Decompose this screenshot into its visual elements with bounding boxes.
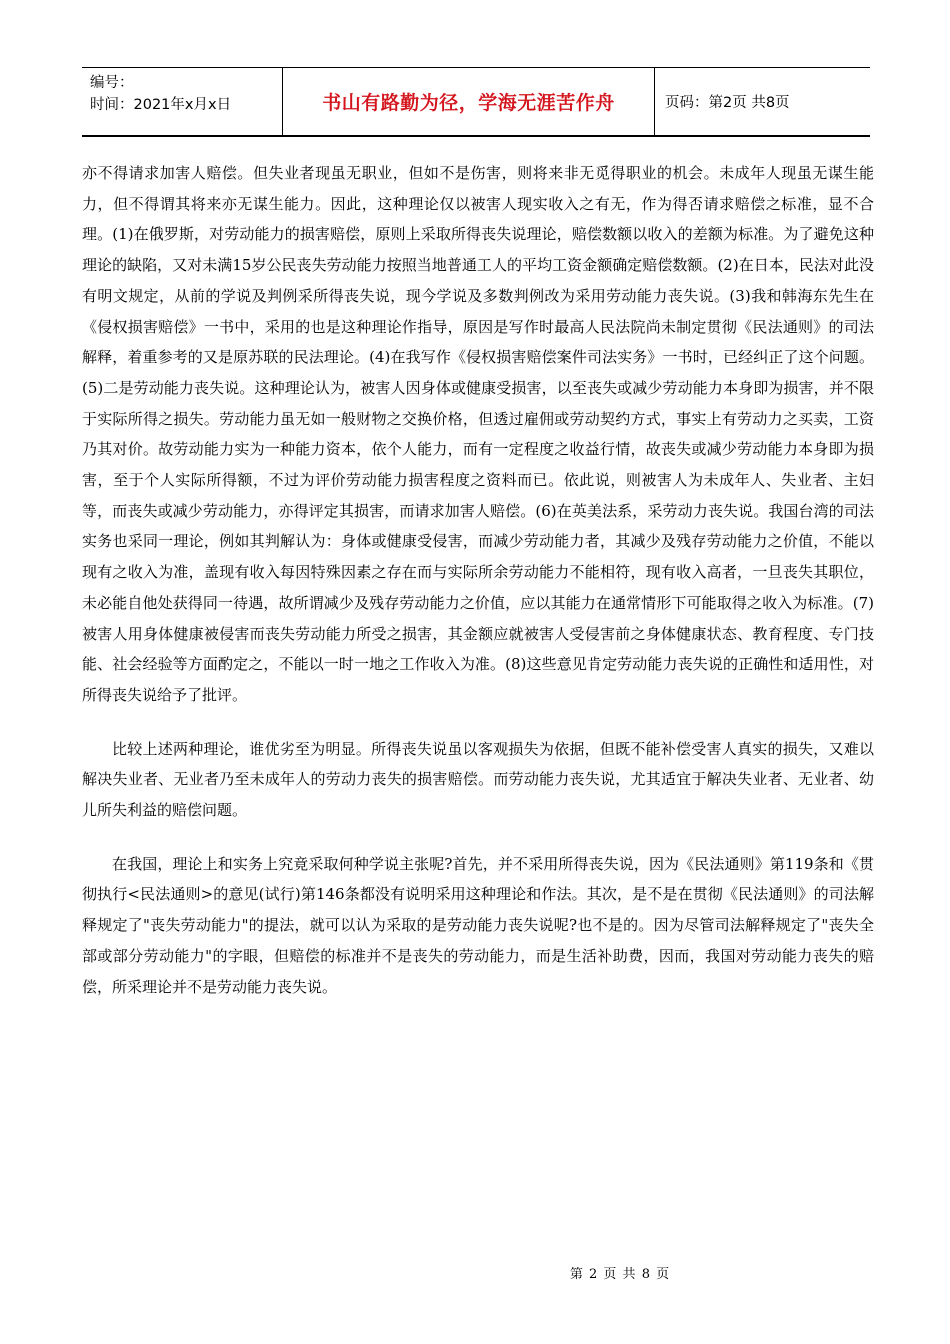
document-time-label: 时间：2021年x月x日 (90, 97, 232, 113)
header-motto-cell (283, 68, 655, 135)
page-footer (0, 1263, 950, 1282)
header-page-cell (655, 68, 870, 135)
header-page-info: 页码：第2页 共8页 (665, 95, 790, 111)
document-body (82, 158, 874, 1002)
document-header (82, 67, 870, 137)
document-number-label: 编号： (90, 75, 134, 91)
header-motto: 书山有路勤为径，学海无涯苦作舟 (322, 92, 615, 114)
header-meta-cell (82, 68, 283, 135)
paragraph-3: 在我国，理论上和实务上究竟采取何种学说主张呢?首先，并不采用所得丧失说，因为《民法通则》第119条和《贯彻执行<民法通则>的意见(试行)第146条都没有说明采用这种理论和作法。其次，是不是在贯彻《民法通则》的司法解释规定了"丧失劳动能力"的提法，就可以认为采取的是劳动能力丧失说呢?也不是的。因为尽管司法解释规定了"丧失全部或部分劳动能力"的字眼，但赔偿的标准并不是丧失的劳动能力，而是生活补助费，因而，我国对劳动能力丧失的赔偿，所采理论并不是劳动能力丧失说。 (82, 854, 874, 996)
paragraph-2: 比较上述两种理论，谁优劣至为明显。所得丧失说虽以客观损失为依据，但既不能补偿受害人真实的损失，又难以解决失业者、无业者乃至未成年人的劳动力丧失的损害赔偿。而劳动能力丧失说，尤其适宜于解决失业者、无业者、幼儿所失利益的赔偿问题。 (82, 739, 874, 820)
footer-page-number: 第 2 页 共 8 页 (569, 1267, 671, 1282)
paragraph-1: 亦不得请求加害人赔偿。但失业者现虽无职业，但如不是伤害，则将来非无觅得职业的机会。未成年人现虽无谋生能力，但不得谓其将来亦无谋生能力。因此，这种理论仅以被害人现实收入之有无，作为得否请求赔偿之标准，显不合理。(1)在俄罗斯，对劳动能力的损害赔偿，原则上采取所得丧失说理论，赔偿数额以收入的差额为标准。为了避免这种理论的缺陷，又对未满15岁公民丧失劳动能力按照当地普通工人的平均工资金额确定赔偿数额。(2)在日本，民法对此没有明文规定，从前的学说及判例采所得丧失说，现今学说及多数判例改为采用劳动能力丧失说。(3)我和韩海东先生在《侵权损害赔偿》一书中，采用的也是这种理论作指导，原因是写作时最高人民法院尚未制定贯彻《民法通则》的司法解释，着重参考的又是原苏联的民法理论。(4)在我写作《侵权损害赔偿案件司法实务》一书时，已经纠正了这个问题。(5)二是劳动能力丧失说。这种理论认为，被害人因身体或健康受损害，以至丧失或减少劳动能力本身即为损害，并不限于实际所得之损失。劳动能力虽无如一般财物之交换价格，但透过雇佣或劳动契约方式，事实上有劳动力之买卖，工资乃其对价。故劳动能力实为一种能力资本，依个人能力，而有一定程度之收益行情，故丧失或减少劳动能力本身即为损害，至于个人实际所得额，不过为评价劳动能力损害程度之资料而已。依此说，则被害人为未成年人、失业者、主妇等，而丧失或减少劳动能力，亦得评定其损害，而请求加害人赔偿。(6)在英美法系，采劳动力丧失说。我国台湾的司法实务也采同一理论，例如其判解认为：身体或健康受侵害，而减少劳动能力者，其减少及残存劳动能力之价值，不能以现有之收入为准，盖现有收入每因特殊因素之存在而与实际所余劳动能力不能相符，现有收入高者，一旦丧失其职位，未必能自他处获得同一待遇，故所谓减少及残存劳动能力之价值，应以其能力在通常情形下可能取得之收入为标准。(7)被害人用身体健康被侵害而丧失劳动能力所受之损害，其金额应就被害人受侵害前之身体健康状态、教育程度、专门技能、社会经验等方面酌定之，不能以一时一地之工作收入为准。(8)这些意见肯定劳动能力丧失说的正确性和适用性，对所得丧失说给予了批评。 (82, 164, 874, 704)
